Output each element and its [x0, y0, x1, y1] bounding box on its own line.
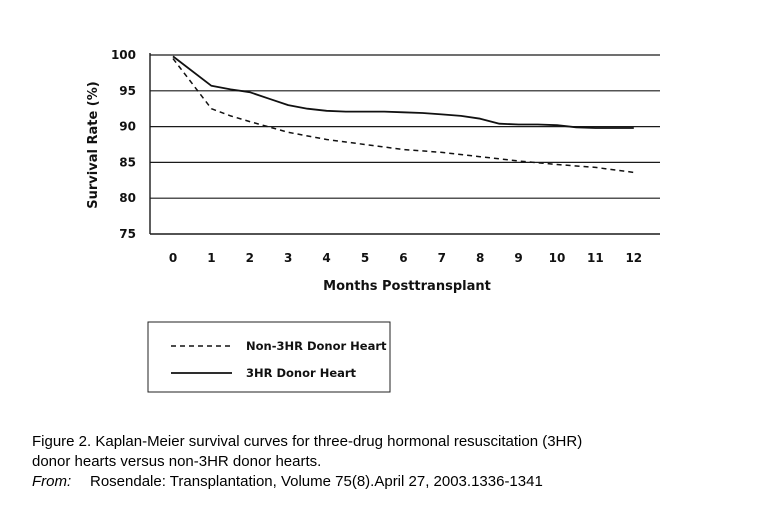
y-tick-label-95: 95	[119, 83, 136, 98]
y-tick-label-75: 75	[119, 227, 136, 241]
3hr-series-line	[173, 56, 634, 128]
from-label: From:	[32, 473, 72, 490]
x-tick-label-5: 5	[360, 251, 370, 265]
x-tick-label-9: 9	[514, 251, 523, 265]
y-tick-label-90: 90	[119, 119, 136, 134]
non-3hr-series-line	[173, 59, 634, 173]
y-tick-label-100: 100	[110, 48, 136, 62]
x-tick-label-0: 0	[168, 251, 178, 265]
x-tick-label-10: 10	[548, 251, 566, 265]
x-tick-label-2: 2	[245, 251, 254, 265]
x-tick-label-6: 6	[399, 251, 408, 265]
legend-label-non-3hr: Non-3HR Donor Heart	[246, 339, 387, 353]
y-axis-label: Survival Rate (%)	[86, 81, 101, 209]
x-tick-label-12: 12	[625, 251, 643, 265]
y-tick-label-85: 85	[119, 155, 136, 170]
x-tick-label-3: 3	[284, 251, 293, 265]
series-lines	[173, 56, 634, 172]
legend-label-3hr: 3HR Donor Heart	[246, 366, 357, 380]
caption-line-2: donor hearts versus non-3HR donor hearts.	[32, 453, 322, 470]
legend	[148, 322, 390, 392]
caption-source-line	[32, 472, 752, 492]
source-citation: Rosendale: Transplantation, Volume 75(8).April 27, 2003.1336-1341	[90, 473, 543, 490]
gridlines	[150, 55, 660, 198]
figure-caption	[32, 432, 752, 492]
x-tick-labels	[169, 251, 642, 265]
legend-box	[148, 322, 390, 392]
x-tick-label-1: 1	[207, 251, 216, 265]
x-tick-label-4: 4	[322, 251, 331, 265]
x-tick-label-11: 11	[587, 251, 604, 265]
x-tick-label-8: 8	[476, 251, 485, 265]
caption-line-1: Figure 2. Kaplan-Meier survival curves for three-drug hormonal resuscitation (3HR)	[32, 433, 583, 450]
y-tick-labels	[111, 48, 136, 241]
axes	[150, 53, 660, 234]
x-tick-label-7: 7	[437, 251, 446, 265]
y-tick-label-80: 80	[119, 191, 136, 206]
x-axis-label: Months Posttransplant	[323, 279, 491, 294]
